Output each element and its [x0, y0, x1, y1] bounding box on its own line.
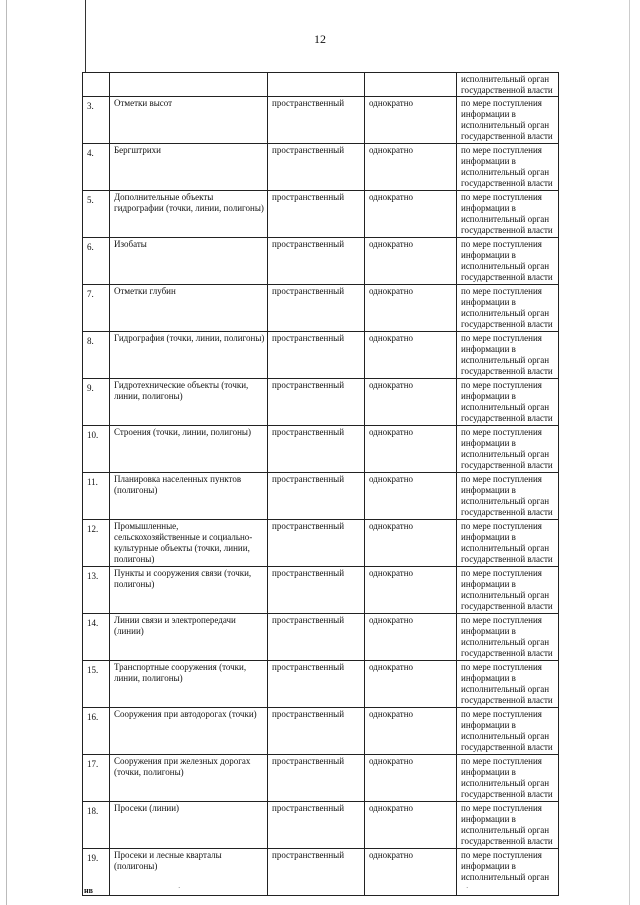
cell-source: по мере поступления информации в исполнительный орган государственной власти	[457, 473, 559, 520]
cell-name: Пункты и сооружения связи (точки, полигоны)	[110, 567, 268, 614]
cell-source: по мере поступления информации в исполнительный орган государственной власти	[457, 802, 559, 849]
cell-name: Отметки глубин	[110, 285, 268, 332]
cell-source: по мере поступления информации в исполнительный орган	[457, 849, 559, 896]
cell-number: 12.	[83, 520, 110, 567]
cell-source: по мере поступления информации в исполнительный орган государственной власти	[457, 285, 559, 332]
cell-number: 4.	[83, 144, 110, 191]
cell-source: по мере поступления информации в исполнительный орган государственной власти	[457, 97, 559, 144]
cell-name: Изобаты	[110, 238, 268, 285]
cell-type: пространственный	[268, 755, 365, 802]
cell-frequency: однократно	[365, 661, 457, 708]
cell-number: 5.	[83, 191, 110, 238]
cell-frequency: однократно	[365, 426, 457, 473]
cell-type: пространственный	[268, 520, 365, 567]
cell-name: Просеки (линии)	[110, 802, 268, 849]
cell-type: пространственный	[268, 332, 365, 379]
cell-name: Транспортные сооружения (точки, линии, полигоны)	[110, 661, 268, 708]
cell-type: пространственный	[268, 191, 365, 238]
cell-number: 18.	[83, 802, 110, 849]
cell-number: 16.	[83, 708, 110, 755]
cell-name: Строения (точки, линии, полигоны)	[110, 426, 268, 473]
cell-number: 14.	[83, 614, 110, 661]
cell-source: по мере поступления информации в исполнительный орган государственной власти	[457, 191, 559, 238]
cell-name: Линии связи и электропередачи (линии)	[110, 614, 268, 661]
cell-type: пространственный	[268, 238, 365, 285]
cell-type: пространственный	[268, 567, 365, 614]
cell-type: пространственный	[268, 473, 365, 520]
cell-name: Бергштрихи	[110, 144, 268, 191]
table-row	[83, 73, 559, 97]
table-row	[83, 755, 559, 802]
cell-source: по мере поступления информации в исполнительный орган государственной власти	[457, 379, 559, 426]
cell-frequency: однократно	[365, 238, 457, 285]
table-row	[83, 567, 559, 614]
scan-right-edge	[629, 0, 630, 905]
cell-type: пространственный	[268, 379, 365, 426]
cell-number: 13.	[83, 567, 110, 614]
cell-source: по мере поступления информации в исполнительный орган государственной власти	[457, 144, 559, 191]
scan-speck: ·	[466, 884, 469, 892]
cell-number: 9.	[83, 379, 110, 426]
page-number: 12	[314, 32, 326, 46]
cell-frequency: однократно	[365, 614, 457, 661]
cell-type: пространственный	[268, 802, 365, 849]
cell-type: пространственный	[268, 708, 365, 755]
cell-source: по мере поступления информации в исполнительный орган государственной власти	[457, 661, 559, 708]
cell-source: по мере поступления информации в исполнительный орган государственной власти	[457, 708, 559, 755]
data-table	[82, 72, 559, 896]
table-row	[83, 238, 559, 285]
cell-type: пространственный	[268, 614, 365, 661]
table-row	[83, 473, 559, 520]
cell-source: по мере поступления информации в исполнительный орган государственной власти	[457, 567, 559, 614]
table-row	[83, 191, 559, 238]
cell-source: по мере поступления информации в исполнительный орган государственной власти	[457, 520, 559, 567]
cell-number: 7.	[83, 285, 110, 332]
scan-left-edge	[6, 0, 7, 905]
cell-number: 15.	[83, 661, 110, 708]
cell-number: 11.	[83, 473, 110, 520]
cell-type: пространственный	[268, 661, 365, 708]
cell-number: 17.	[83, 755, 110, 802]
cell-name: Просеки и лесные кварталы (полигоны)	[110, 849, 268, 896]
cell-frequency: однократно	[365, 567, 457, 614]
table-row	[83, 332, 559, 379]
cell-frequency: однократно	[365, 144, 457, 191]
cell-number	[83, 73, 110, 97]
cell-source: по мере поступления информации в исполнительный орган государственной власти	[457, 614, 559, 661]
table-row	[83, 426, 559, 473]
cell-frequency: однократно	[365, 708, 457, 755]
cell-number: 3.	[83, 97, 110, 144]
cell-type	[268, 73, 365, 97]
cell-name: Гидротехнические объекты (точки, линии, полигоны)	[110, 379, 268, 426]
cell-type: пространственный	[268, 426, 365, 473]
cell-name	[110, 73, 268, 97]
cell-type: пространственный	[268, 144, 365, 191]
cell-frequency: однократно	[365, 802, 457, 849]
table-row	[83, 802, 559, 849]
cell-frequency: однократно	[365, 849, 457, 896]
cell-number: 8.	[83, 332, 110, 379]
cell-frequency: однократно	[365, 755, 457, 802]
cell-frequency: однократно	[365, 332, 457, 379]
cell-name: Сооружения при железных дорогах (точки, полигоны)	[110, 755, 268, 802]
table-row	[83, 379, 559, 426]
cell-name: Планировка населенных пунктов (полигоны)	[110, 473, 268, 520]
table-row	[83, 520, 559, 567]
cell-source: по мере поступления информации в исполнительный орган государственной власти	[457, 426, 559, 473]
cell-type: пространственный	[268, 849, 365, 896]
cell-type: пространственный	[268, 285, 365, 332]
table-row	[83, 661, 559, 708]
cell-number: 19.	[83, 849, 110, 896]
cell-name: Гидрография (точки, линии, полигоны)	[110, 332, 268, 379]
table-row	[83, 285, 559, 332]
cell-number: 6.	[83, 238, 110, 285]
cell-source: исполнительный орган государственной власти	[457, 73, 559, 97]
cell-name: Сооружения при автодорогах (точки)	[110, 708, 268, 755]
cell-name: Дополнительные объекты гидрографии (точки, линии, полигоны)	[110, 191, 268, 238]
table-row	[83, 97, 559, 144]
cell-frequency: однократно	[365, 473, 457, 520]
table-row	[83, 708, 559, 755]
table-row	[83, 614, 559, 661]
table-row	[83, 849, 559, 896]
cell-frequency	[365, 73, 457, 97]
cell-source: по мере поступления информации в исполнительный орган государственной власти	[457, 755, 559, 802]
cell-type: пространственный	[268, 97, 365, 144]
cell-number: 10.	[83, 426, 110, 473]
cell-name: Промышленные, сельскохозяйственные и социально-культурные объекты (точки, линии, полигоны)	[110, 520, 268, 567]
cell-source: по мере поступления информации в исполнительный орган государственной власти	[457, 332, 559, 379]
cell-frequency: однократно	[365, 520, 457, 567]
footer-mark: нв	[84, 886, 93, 895]
cell-frequency: однократно	[365, 379, 457, 426]
cell-source: по мере поступления информации в исполнительный орган государственной власти	[457, 238, 559, 285]
cell-frequency: однократно	[365, 97, 457, 144]
cell-frequency: однократно	[365, 285, 457, 332]
cell-frequency: однократно	[365, 191, 457, 238]
scan-speck: ·	[178, 884, 181, 892]
table-row	[83, 144, 559, 191]
cell-name: Отметки высот	[110, 97, 268, 144]
